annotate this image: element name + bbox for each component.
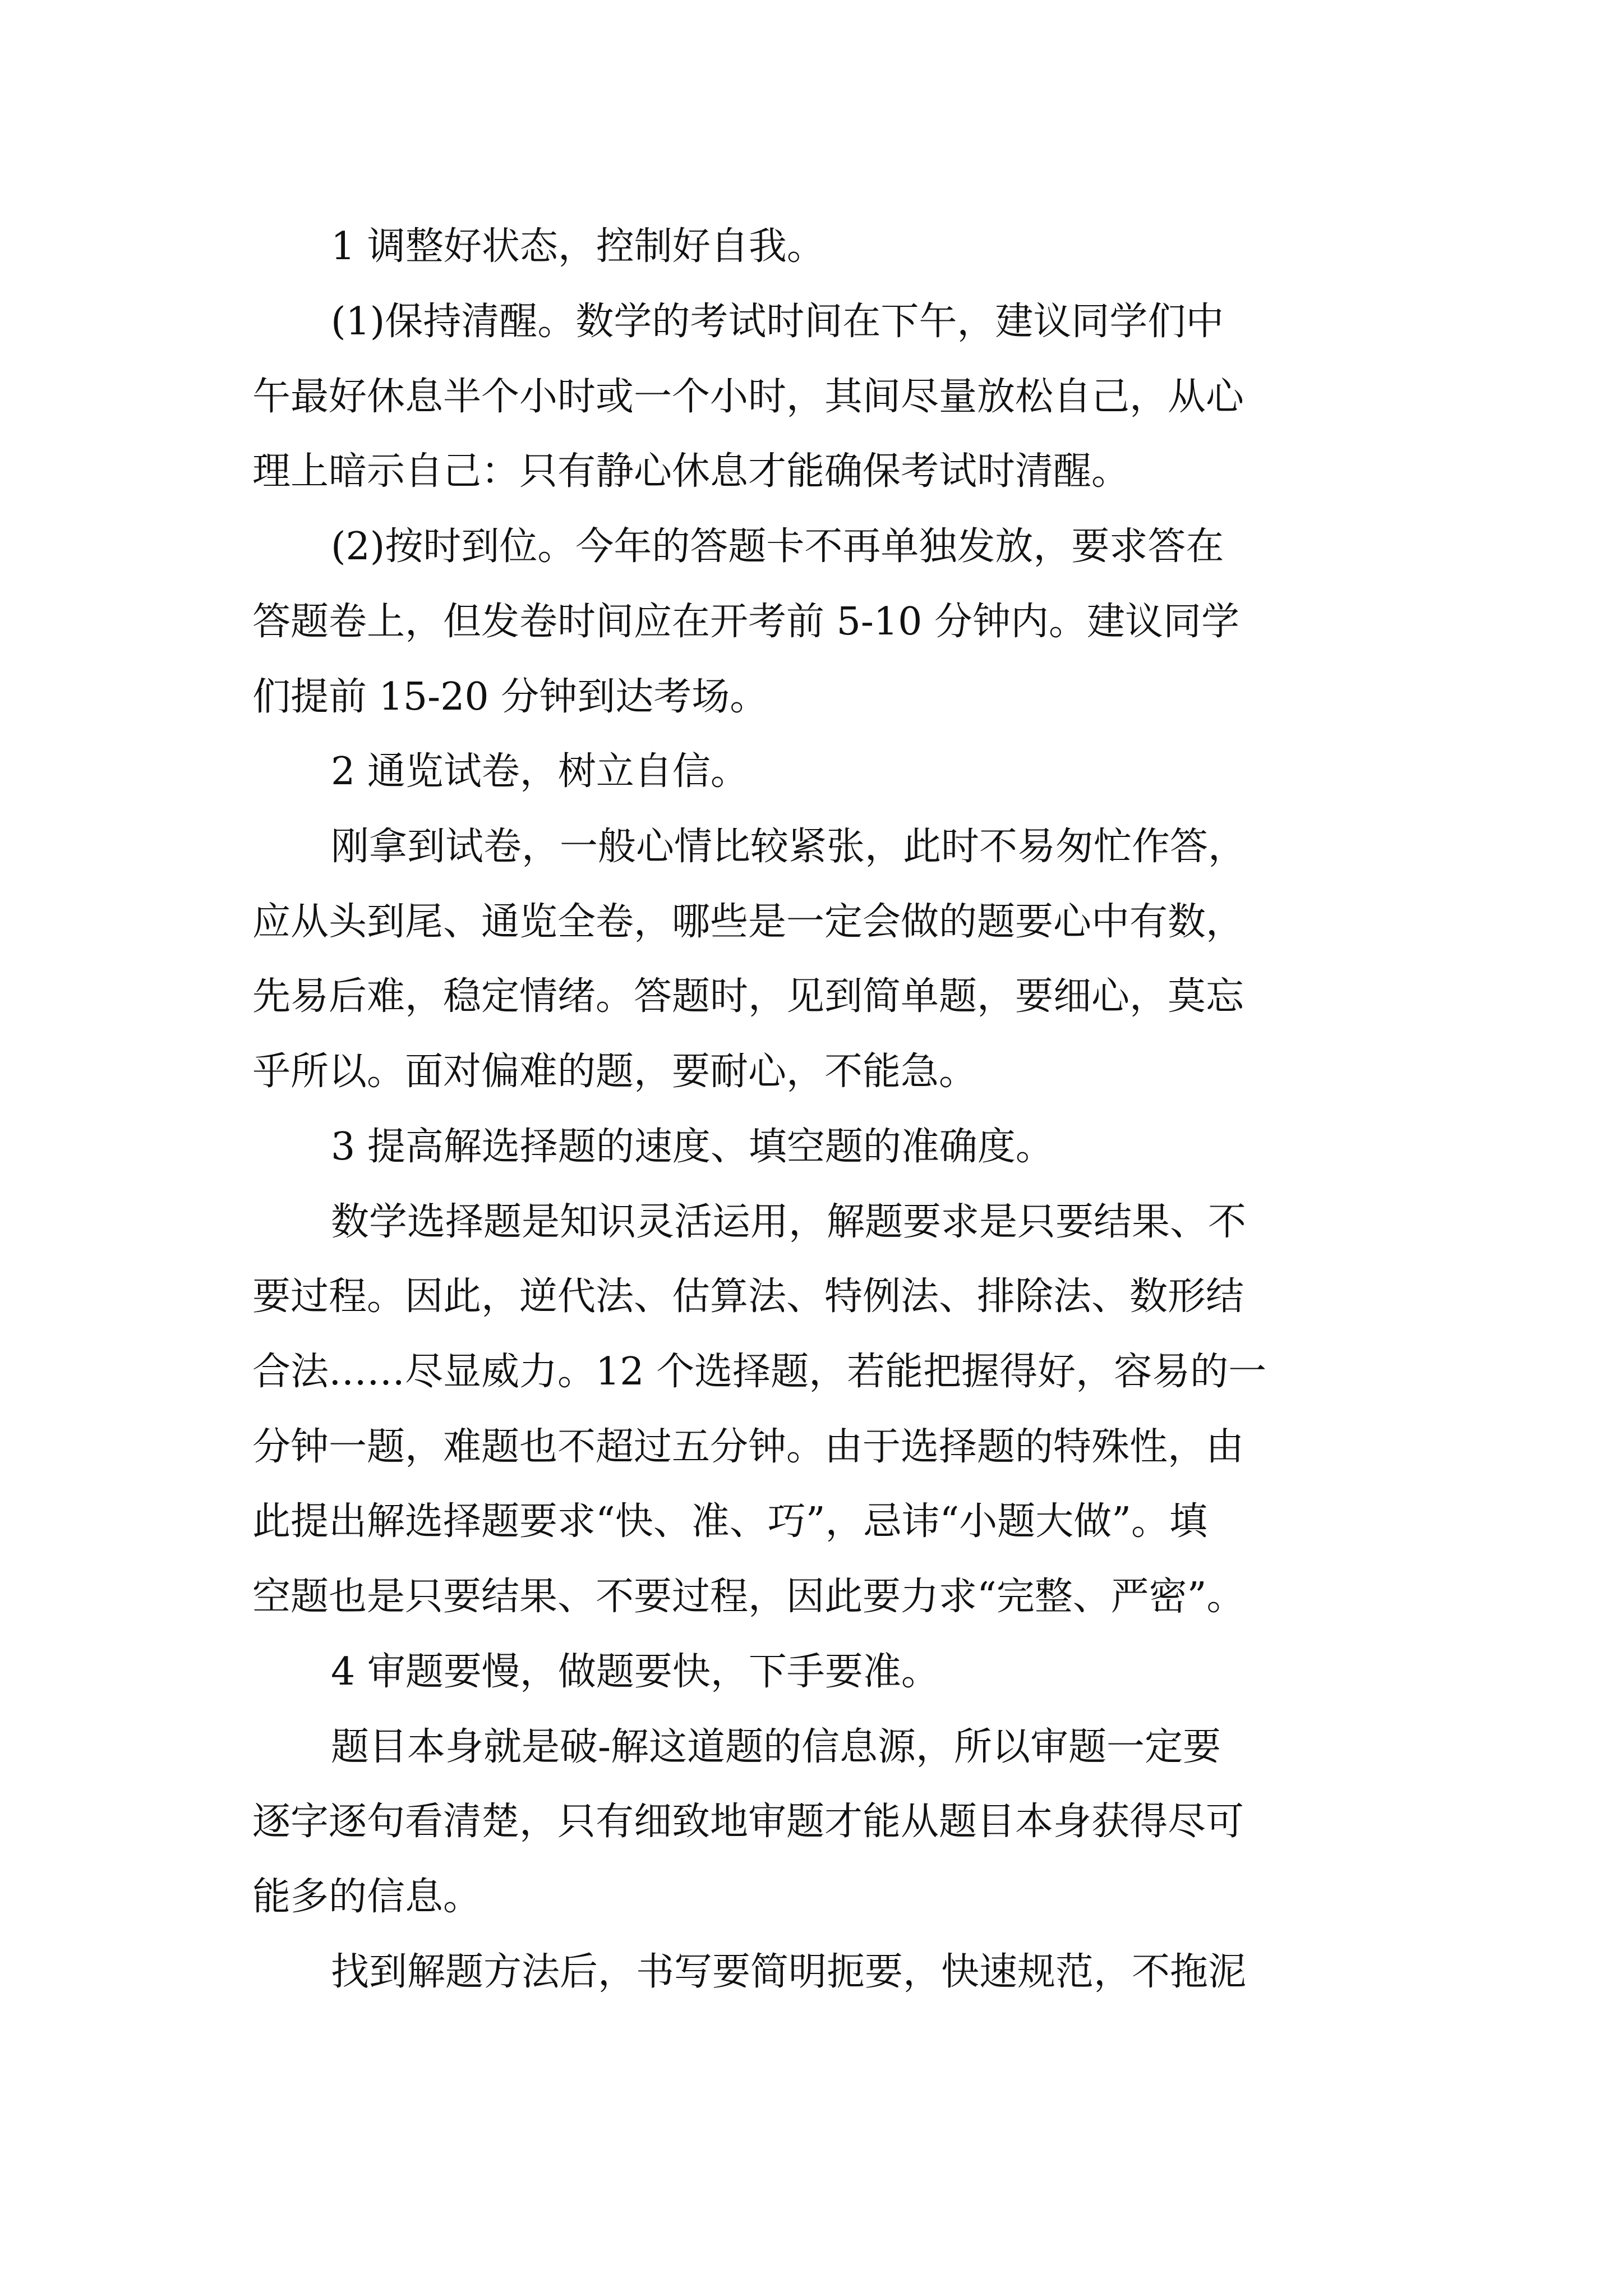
paragraph-line: 数学选择题是知识灵活运用，解题要求是只要结果、不 (331, 1200, 1247, 1244)
paragraph-line: 能多的信息。 (252, 1875, 482, 1919)
paragraph-line: 刚拿到试卷，一般心情比较紧张，此时不易匆忙作答， (331, 825, 1247, 869)
paragraph-line: 逐字逐句看清楚，只有细致地审题才能从题目本身获得尽可 (252, 1800, 1244, 1844)
paragraph-line: (2)按时到位。今年的答题卡不再单独发放，要求答在 (331, 524, 1224, 569)
paragraph-line: 要过程。因此，逆代法、估算法、特例法、排除法、数形结 (252, 1274, 1244, 1319)
paragraph-line: 乎所以。面对偏难的题，要耐心，不能急。 (252, 1050, 978, 1094)
paragraph-line: 空题也是只要结果、不要过程，因此要力求“完整、严密”。 (252, 1575, 1245, 1619)
paragraph-line: 们提前 15-20 分钟到达考场。 (252, 675, 768, 719)
paragraph-line: 答题卷上，但发卷时间应在开考前 5-10 分钟内。建议同学 (252, 600, 1239, 644)
heading-3: 3 提高解选择题的速度、填空题的准确度。 (331, 1125, 1054, 1169)
paragraph-line: 分钟一题，难题也不超过五分钟。由于选择题的特殊性，由 (252, 1425, 1244, 1469)
paragraph-line: 午最好休息半个小时或一个小时，其间尽量放松自己，从心 (252, 375, 1244, 419)
paragraph-line: 此提出解选择题要求“快、准、巧”，忌讳“小题大做”。填 (252, 1499, 1208, 1544)
paragraph-line: 理上暗示自己：只有静心休息才能确保考试时清醒。 (252, 449, 1130, 494)
paragraph-line: 应从头到尾、通览全卷，哪些是一定会做的题要心中有数， (252, 900, 1244, 944)
paragraph-line: 先易后难，稳定情绪。答题时，见到简单题，要细心，莫忘 (252, 974, 1244, 1019)
paragraph-line: 题目本身就是破-解这道题的信息源，所以审题一定要 (331, 1725, 1221, 1769)
paragraph-line: 合法……尽显威力。12 个选择题，若能把握得好，容易的一 (252, 1350, 1267, 1394)
heading-2: 2 通览试卷，树立自信。 (331, 749, 749, 794)
paragraph-line: 找到解题方法后，书写要简明扼要，快速规范，不拖泥 (331, 1950, 1247, 1994)
heading-4: 4 审题要慢，做题要快，下手要准。 (331, 1650, 939, 1694)
paragraph-line: (1)保持清醒。数学的考试时间在下午，建议同学们中 (331, 300, 1224, 344)
heading-1: 1 调整好状态，控制好自我。 (331, 224, 825, 269)
